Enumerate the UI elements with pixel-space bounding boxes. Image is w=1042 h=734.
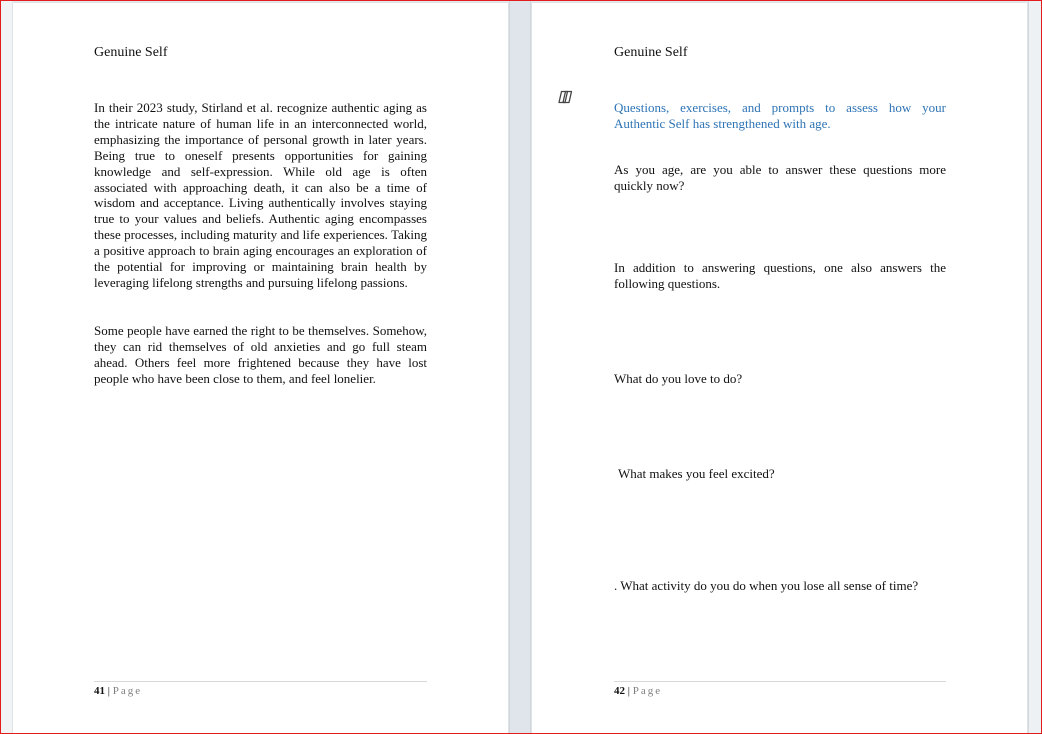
page-label: Page bbox=[112, 685, 143, 697]
footer-separator: | bbox=[625, 685, 633, 697]
page-footer bbox=[614, 685, 662, 698]
page-number: 42 bbox=[614, 685, 625, 697]
page-number: 41 bbox=[94, 685, 105, 697]
copilot-icon[interactable] bbox=[557, 88, 575, 106]
page-41[interactable] bbox=[13, 3, 508, 734]
page-footer bbox=[94, 685, 142, 698]
footer-separator: | bbox=[105, 685, 113, 697]
question-text[interactable]: As you age, are you able to answer these questions more quickly now? bbox=[614, 162, 946, 193]
page-header: Genuine Self bbox=[614, 45, 688, 60]
question-text[interactable]: What do you love to do? bbox=[614, 371, 743, 386]
page-42[interactable] bbox=[532, 3, 1027, 734]
page-gutter bbox=[509, 1, 531, 733]
section-heading[interactable]: Questions, exercises, and prompts to assess how your Authentic Self has strengthened with age. bbox=[614, 100, 946, 131]
page-header: Genuine Self bbox=[94, 45, 168, 60]
body-paragraph[interactable]: Some people have earned the right to be themselves. Somehow, they can rid themselves of old anxieties and go full steam ahead. Others feel more frightened because they have lost people who have been close to them, and feel lonelier. bbox=[94, 323, 427, 386]
footer-divider bbox=[94, 681, 427, 682]
right-scrollbar-area[interactable] bbox=[1028, 1, 1041, 733]
question-text[interactable]: . What activity do you do when you lose all sense of time? bbox=[614, 578, 919, 593]
footer-divider bbox=[614, 681, 946, 682]
body-paragraph[interactable]: In their 2023 study, Stirland et al. recognize authentic aging as the intricate nature of human life in an interconnected world, emphasizing the importance of personal growth in later years. Being true to oneself presents opportunities for gaining knowledge and self-expression. While old age is often associated with approaching death, it can also be a time of wisdom and acceptance. Living authentically involves staying true to your values and beliefs. Authentic aging encompasses these processes, including maturity and life experiences. Taking a positive approach to brain aging encourages an exploration of the potential for improving or maintaining brain health by leveraging lifelong strengths and pursuing lifelong passions. bbox=[94, 100, 427, 290]
question-text[interactable]: In addition to answering questions, one also answers the following questions. bbox=[614, 260, 946, 291]
left-margin-strip bbox=[1, 1, 12, 733]
page-label: Page bbox=[632, 685, 663, 697]
question-text[interactable]: What makes you feel excited? bbox=[618, 466, 775, 481]
